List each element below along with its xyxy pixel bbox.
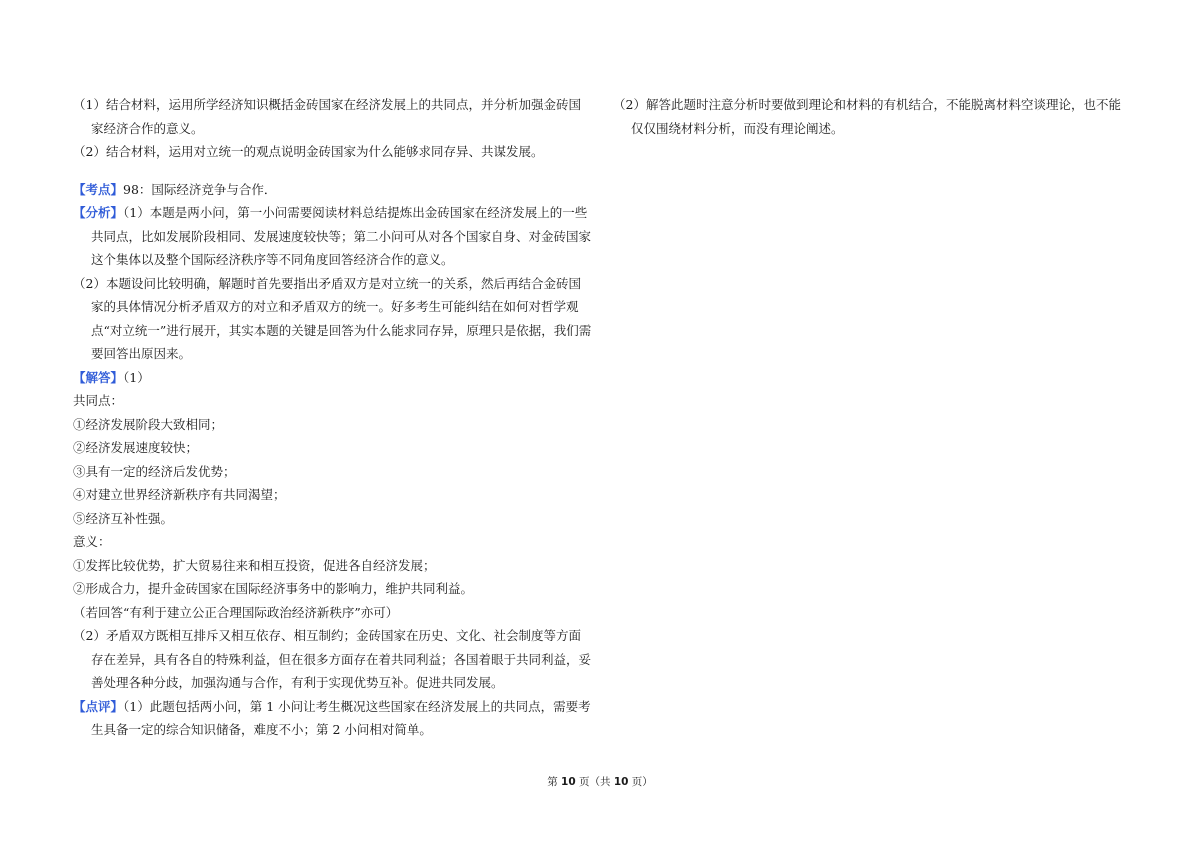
right-column bbox=[613, 93, 1133, 140]
kaodian-tag: 【考点】 bbox=[73, 181, 124, 197]
jieda-2: （2）矛盾双方既相互排斥又相互依存、相互制约；金砖国家在历史、文化、社会制度等方面存在差异，具有各自的特殊利益，但在很多方面存在着共同利益；各国着眼于共同利益，妥善处理各种分歧，加强沟通与合作，有利于实现优势互补。促进共同发展。 bbox=[73, 628, 592, 690]
dianping-1-text: （1）此题包括两小问，第 1 小问让考生概况这些国家在经济发展上的共同点，需要考生具备一定的综合知识储备，难度不小；第 2 小问相对简单。 bbox=[91, 698, 591, 737]
common-item: ②经济发展速度较快； bbox=[73, 440, 199, 455]
dianping-2: （2）解答此题时注意分析时要做到理论和材料的有机结合，不能脱离材料空谈理论，也不能仅仅围绕材料分析，而没有理论阐述。 bbox=[613, 97, 1121, 136]
footer-post: 页） bbox=[628, 776, 653, 788]
common-item: ③具有一定的经济后发优势； bbox=[73, 463, 236, 479]
jieda-tag: 【解答】 bbox=[73, 369, 124, 385]
common-item: ④对建立世界经济新秩序有共同渴望； bbox=[73, 487, 286, 502]
left-column bbox=[73, 93, 593, 742]
question-2: （2）结合材料，运用对立统一的观点说明金砖国家为什么能够求同存异、共谋发展。 bbox=[73, 144, 544, 159]
kaodian-text: 98：国际经济竞争与合作． bbox=[123, 181, 277, 197]
common-item: ⑤经济互补性强。 bbox=[73, 510, 174, 526]
page-footer bbox=[0, 774, 1200, 789]
dianping-1 bbox=[73, 695, 593, 742]
fenxi-1 bbox=[73, 201, 593, 272]
alt-note: （若回答“有利于建立公正合理国际政治经济新秩序”亦可） bbox=[73, 604, 399, 620]
dianping-tag: 【点评】 bbox=[73, 698, 124, 714]
footer-mid: 页（共 bbox=[575, 776, 614, 788]
common-label: 共同点： bbox=[73, 393, 124, 408]
kaodian-line bbox=[73, 178, 593, 202]
footer-page-number: 10 bbox=[561, 776, 576, 788]
spacer bbox=[73, 164, 593, 178]
meaning-label: 意义： bbox=[73, 534, 111, 549]
question-1: （1）结合材料，运用所学经济知识概括金砖国家在经济发展上的共同点，并分析加强金砖国家经济合作的意义。 bbox=[73, 97, 581, 136]
footer-pre: 第 bbox=[547, 776, 562, 788]
meaning-item: ①发挥比较优势，扩大贸易往来和相互投资，促进各自经济发展； bbox=[73, 557, 436, 573]
fenxi-2: （2）本题设问比较明确，解题时首先要指出矛盾双方是对立统一的关系，然后再结合金砖国家的具体情况分析矛盾双方的对立和矛盾双方的统一。好多考生可能纠结在如何对哲学观点“对立统一”进行展开，其实本题的关键是回答为什么能求同存异，原理只是依据，我们需要回答出原因来。 bbox=[73, 275, 592, 361]
fenxi-1-text: （1）本题是两小问，第一小问需要阅读材料总结提炼出金砖国家在经济发展上的一些共同点，比如发展阶段相同、发展速度较快等；第二小问可从对各个国家自身、对金砖国家这个集体以及整个国际经济秩序等不同角度回答经济合作的意义。 bbox=[91, 205, 592, 267]
common-item: ①经济发展阶段大致相同； bbox=[73, 416, 224, 432]
fenxi-tag: 【分析】 bbox=[73, 205, 124, 220]
meaning-item: ②形成合力，提升金砖国家在国际经济事务中的影响力，维护共同利益。 bbox=[73, 581, 474, 596]
jieda-line bbox=[73, 366, 593, 390]
footer-total-pages: 10 bbox=[613, 776, 629, 788]
jieda-head: （1） bbox=[123, 369, 150, 385]
